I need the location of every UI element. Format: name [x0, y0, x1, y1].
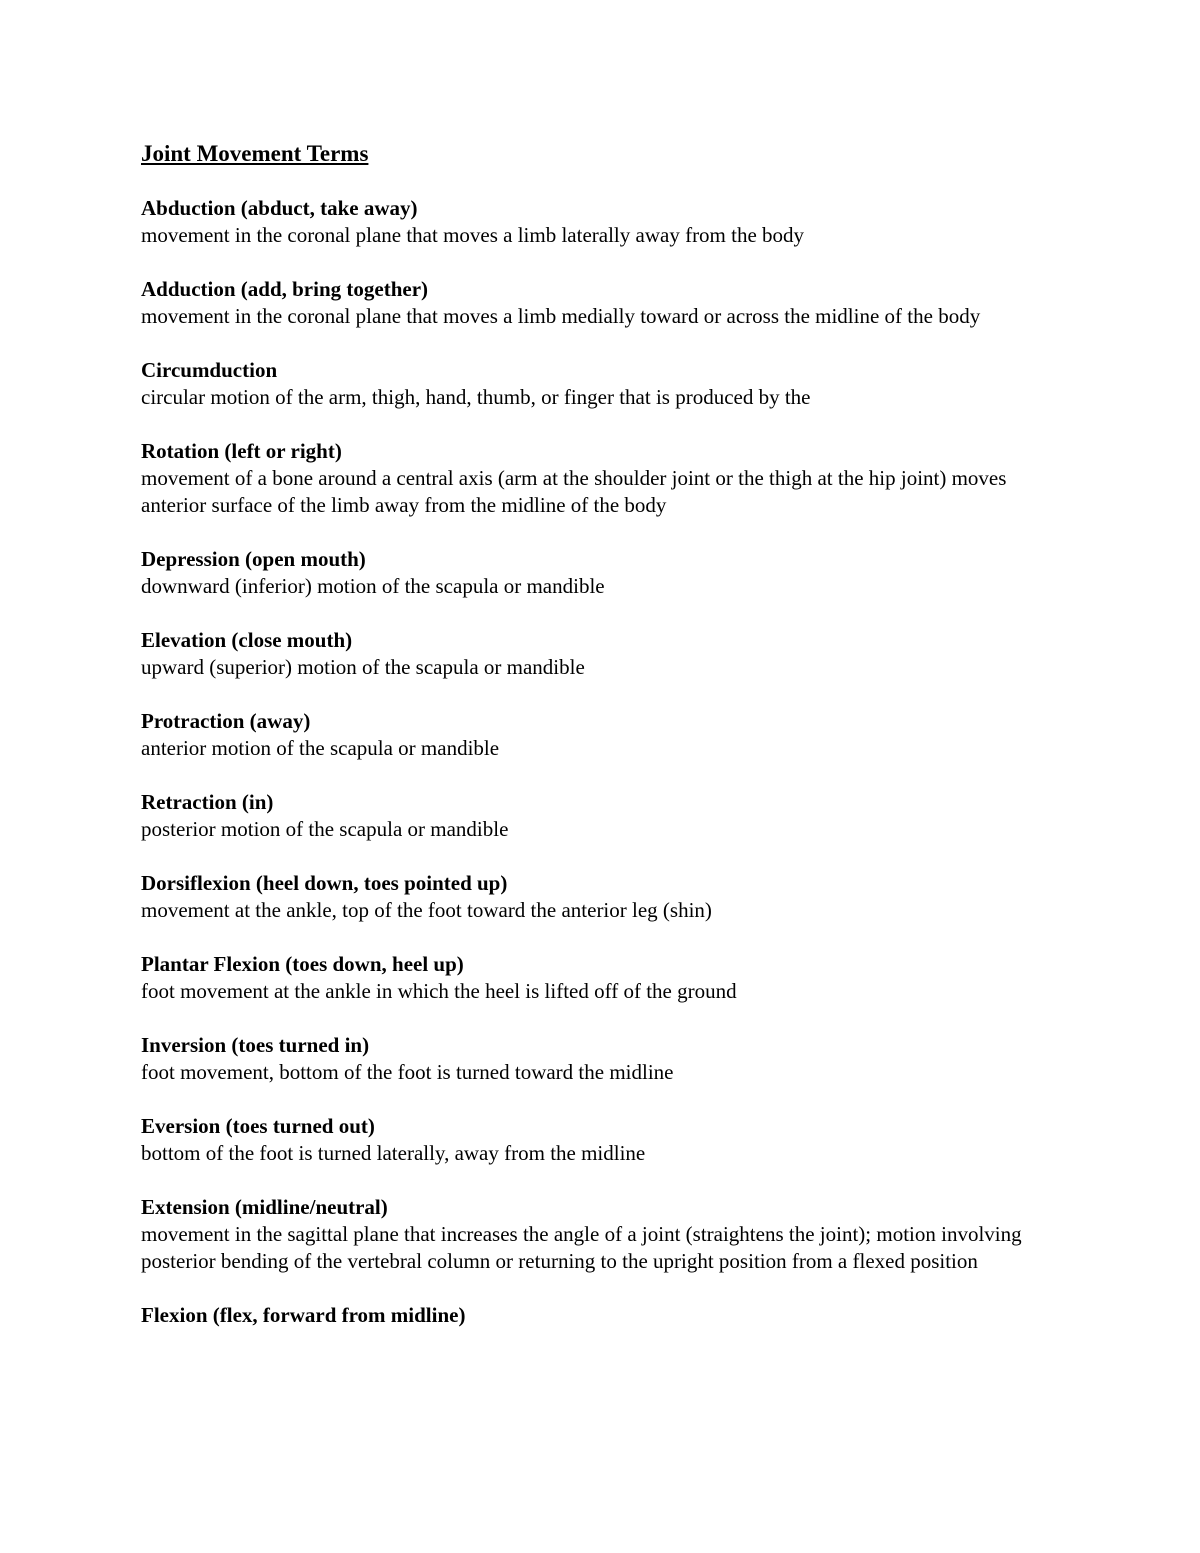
term-definition: movement of a bone around a central axis (arm at the shoulder joint or the thigh at the hip joint) moves anterior surface of the limb away from the midline of the body: [141, 466, 1007, 517]
term-definition: upward (superior) motion of the scapula or mandible: [141, 655, 585, 679]
term-name: Rotation (left or right): [141, 439, 342, 463]
term-name: Eversion (toes turned out): [141, 1114, 375, 1138]
document-title: Joint Movement Terms: [141, 141, 369, 166]
term-definition: movement in the coronal plane that moves a limb laterally away from the body: [141, 223, 805, 247]
term-name: Plantar Flexion (toes down, heel up): [141, 952, 464, 976]
term-definition: foot movement, bottom of the foot is turned toward the midline: [141, 1060, 674, 1084]
term-entry-eversion: [141, 1113, 1061, 1167]
document-page: [141, 140, 1061, 1356]
term-definition: downward (inferior) motion of the scapula or mandible: [141, 574, 605, 598]
term-name: Adduction (add, bring together): [141, 277, 429, 301]
term-name: Elevation (close mouth): [141, 628, 353, 652]
term-entry-rotation: [141, 438, 1061, 519]
term-name: Extension (midline/neutral): [141, 1195, 388, 1219]
term-entry-inversion: [141, 1032, 1061, 1086]
term-entry-abduction: [141, 195, 1061, 249]
term-name: Inversion (toes turned in): [141, 1033, 370, 1057]
term-name: Depression (open mouth): [141, 547, 366, 571]
term-name: Flexion (flex, forward from midline): [141, 1303, 466, 1327]
term-entry-extension: [141, 1194, 1061, 1275]
term-entry-retraction: [141, 789, 1061, 843]
term-definition: movement in the coronal plane that moves a limb medially toward or across the midline of the body: [141, 304, 981, 328]
term-name: Abduction (abduct, take away): [141, 196, 418, 220]
term-entry-protraction: [141, 708, 1061, 762]
term-name: Retraction (in): [141, 790, 274, 814]
term-name: Protraction (away): [141, 709, 311, 733]
term-entry-adduction: [141, 276, 1061, 330]
term-definition: movement at the ankle, top of the foot toward the anterior leg (shin): [141, 898, 712, 922]
term-name: Dorsiflexion (heel down, toes pointed up): [141, 871, 508, 895]
term-entry-depression: [141, 546, 1061, 600]
term-definition: circular motion of the arm, thigh, hand, thumb, or finger that is produced by the: [141, 385, 811, 409]
term-definition: anterior motion of the scapula or mandible: [141, 736, 500, 760]
term-definition: movement in the sagittal plane that increases the angle of a joint (straightens the joint); motion involving posterior bending of the vertebral column or returning to the upright position from a flexed position: [141, 1222, 1022, 1273]
term-entry-circumduction: [141, 357, 1061, 411]
term-definition: foot movement at the ankle in which the heel is lifted off of the ground: [141, 979, 737, 1003]
term-name: Circumduction: [141, 358, 278, 382]
term-entry-dorsiflexion: [141, 870, 1061, 924]
term-entry-plantar-flexion: [141, 951, 1061, 1005]
term-entry-elevation: [141, 627, 1061, 681]
term-entry-flexion: [141, 1302, 1061, 1329]
term-definition: bottom of the foot is turned laterally, away from the midline: [141, 1141, 646, 1165]
term-definition: posterior motion of the scapula or mandible: [141, 817, 509, 841]
